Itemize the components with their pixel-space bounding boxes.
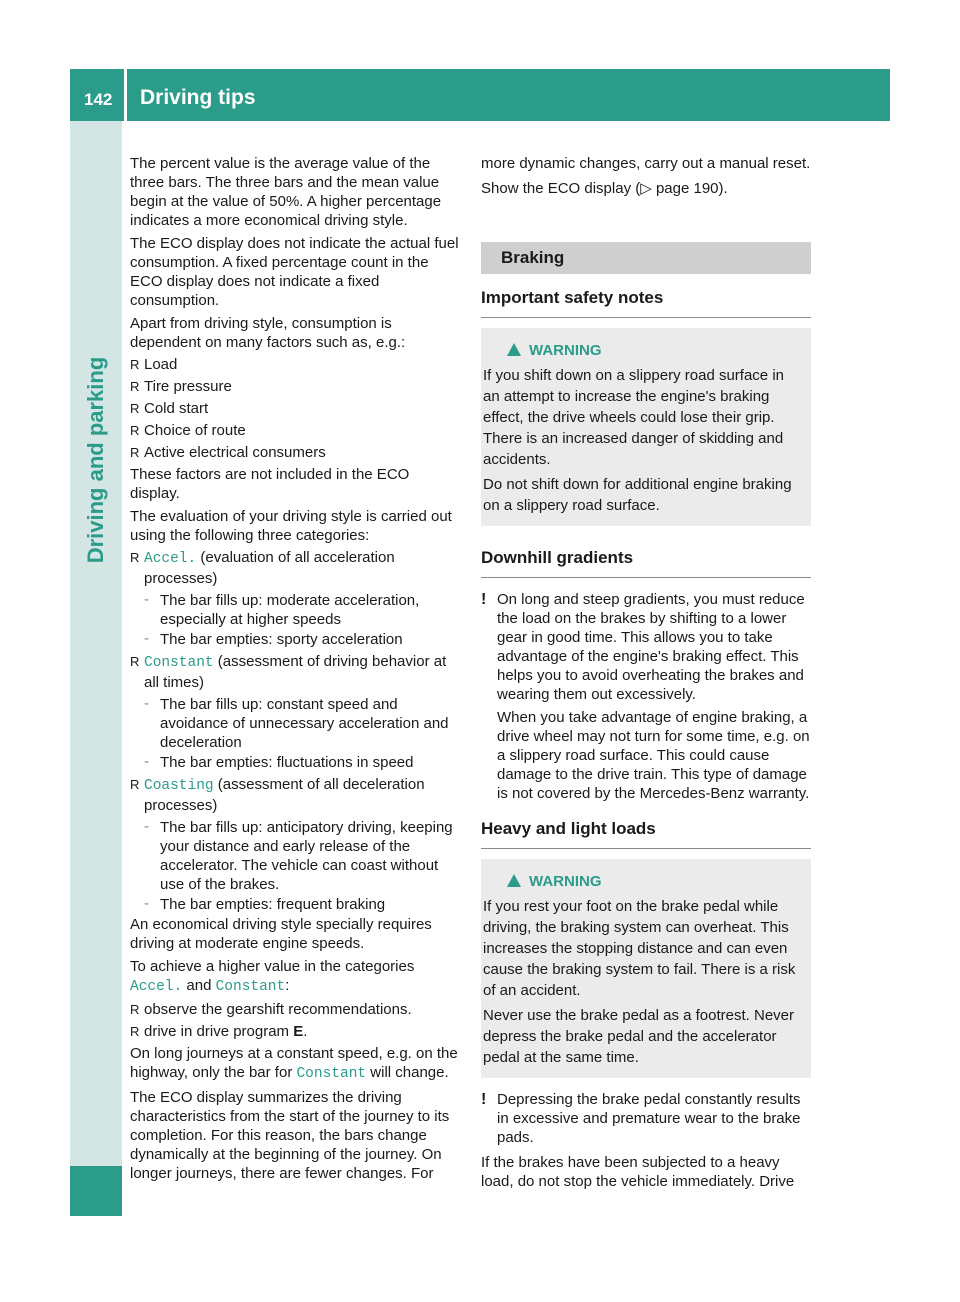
paragraph: These factors are not included in the ECO display. (130, 466, 410, 502)
paragraph: An economical driving style specially requires driving at moderate engine speeds. (130, 916, 432, 952)
display-code: Constant (144, 655, 214, 671)
category-constant (130, 652, 460, 692)
list-item: R Tire pressure (130, 377, 460, 396)
category-coasting (130, 775, 460, 815)
paragraph: If the brakes have been subjected to a heavy load, do not stop the vehicle immediately. Drive (481, 1154, 795, 1190)
page-number: 142 (84, 90, 113, 109)
paragraph: Show the ECO display (▷ page 190). (481, 180, 728, 197)
list-item: R drive in drive program E. (130, 1022, 460, 1041)
left-column (130, 154, 460, 1187)
warning-text: Do not shift down for additional engine braking on a slippery road surface. (483, 476, 792, 514)
list-item: R Cold start (130, 399, 460, 418)
sub-item: - The bar empties: sporty acceleration (144, 630, 403, 648)
category-accel (130, 548, 460, 588)
paragraph: The ECO display summarizes the driving characteristics from the start of the journey to its completion. For this reason, the bars change dynamically at the beginning of the journey. On longer journeys, there are fewer changes. For (130, 1089, 450, 1182)
warning-text: Never use the brake pedal as a footrest. Never depress the brake pedal and the accelerator pedal at the same time. (483, 1007, 795, 1066)
paragraph: more dynamic changes, carry out a manual reset. (481, 155, 811, 172)
section-heading-braking: Braking (481, 242, 811, 274)
category-description: (assessment of all deceleration processes) (144, 776, 425, 814)
paragraph: The ECO display does not indicate the actual fuel consumption. A fixed percentage count in the ECO display does not indicate a fixed consumption. (130, 235, 459, 309)
list-item: R Active electrical consumers (130, 443, 460, 462)
note (481, 1090, 811, 1147)
paragraph: The percent value is the average value of the three bars. The three bars and the mean value begin at the value of 50%. A higher percentage indicates a more economical driving style. (130, 155, 442, 229)
sub-item: - The bar empties: fluctuations in speed (144, 753, 414, 771)
note-text: When you take advantage of engine braking, a drive wheel may not turn for some time, e.g. on a slippery road surface. This could cause damage to the drive train. This type of damage is not covered by the Mercedes-Benz warranty. (497, 709, 810, 802)
list-item: R Load (130, 355, 460, 374)
right-column (481, 154, 811, 1195)
paragraph: On long journeys at a constant speed, e.g. on the highway, only the bar for Constant will change. (130, 1045, 458, 1082)
warning-text: If you shift down on a slippery road surface in an attempt to increase the engine's braking effect, the drive wheels could lose their grip. There is an increased danger of skidding and accidents. (483, 367, 784, 468)
note (481, 590, 811, 803)
exclamation-icon: ! (481, 591, 487, 608)
sub-item: - The bar fills up: anticipatory driving, keeping your distance and early release of the accelerator. The vehicle can coast without use of the brakes. (144, 818, 453, 893)
exclamation-icon: ! (481, 1091, 487, 1108)
heading-loads: Heavy and light loads (481, 819, 811, 849)
side-tab (70, 121, 122, 1216)
note-text: On long and steep gradients, you must reduce the load on the brakes by shifting to a lower gear in good time. This allows you to take advantage of the engine's braking effect. This helps you to avoid overheating the brakes and wearing them out excessively. (497, 591, 805, 703)
display-code: Constant (215, 979, 286, 995)
warning-triangle-icon (507, 874, 521, 887)
heading-safety-notes: Important safety notes (481, 288, 811, 318)
warning-triangle-icon (507, 343, 521, 356)
paragraph: Apart from driving style, consumption is dependent on many factors such as, e.g.: (130, 315, 406, 351)
list-item: R Choice of route (130, 421, 460, 440)
sub-item: - The bar empties: frequent braking (144, 895, 386, 913)
sub-item: - The bar fills up: constant speed and avoidance of unnecessary acceleration and deceleration (144, 695, 449, 751)
display-code: Accel. (130, 979, 183, 995)
paragraph: To achieve a higher value in the categories Accel. and Constant: (130, 958, 415, 995)
warning-heading: WARNING (483, 340, 803, 361)
category-description: (assessment of driving behavior at all times) (144, 653, 447, 691)
list-item: R observe the gearshift recommendations. (130, 1000, 460, 1019)
category-description: (evaluation of all acceleration processes) (144, 549, 395, 587)
warning-box (481, 859, 811, 1078)
paragraph: The evaluation of your driving style is carried out using the following three categories: (130, 508, 452, 544)
heading-downhill: Downhill gradients (481, 548, 811, 578)
section-title: Driving tips (140, 86, 256, 109)
warning-heading: WARNING (483, 871, 803, 892)
warning-text: If you rest your foot on the brake pedal while driving, the braking system can overheat. This increases the stopping distance and can even cause the braking system to fail. There is a risk of an accident. (483, 898, 796, 999)
note-text: Depressing the brake pedal constantly results in excessive and premature wear to the brake pads. (497, 1091, 801, 1146)
display-code: Constant (296, 1066, 367, 1082)
warning-box (481, 328, 811, 526)
header-divider (124, 69, 127, 121)
sub-item: - The bar fills up: moderate acceleration, especially at higher speeds (144, 591, 420, 628)
display-code: Accel. (144, 551, 197, 567)
side-tab-marker (70, 1166, 122, 1216)
display-code: Coasting (144, 778, 214, 794)
side-tab-label: Driving and parking (83, 356, 108, 564)
